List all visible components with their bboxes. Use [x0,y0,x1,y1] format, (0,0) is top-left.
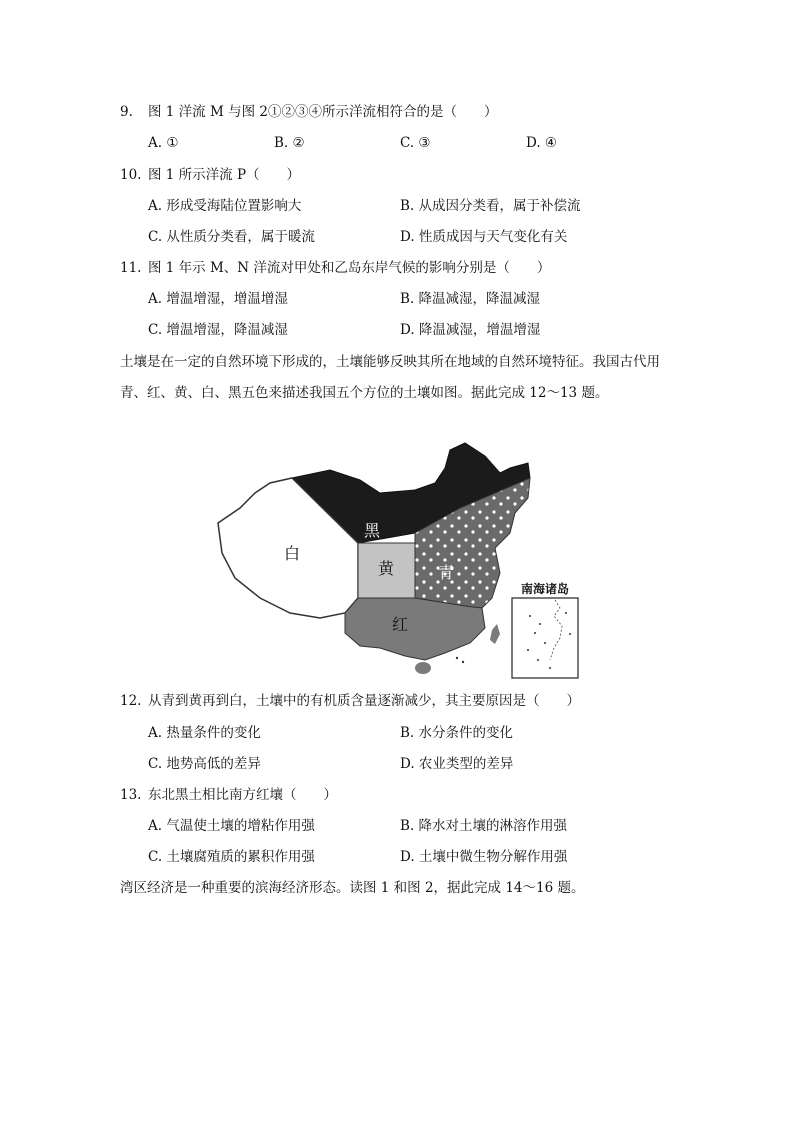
question-9-option-b: B. ② [274,135,305,151]
question-11-stem: 图 1 年示 M、N 洋流对甲处和乙岛东岸气候的影响分别是（ ） [148,260,551,276]
white-label: 白 [283,544,301,563]
question-12-option-a: A. 热量条件的变化 [148,725,261,741]
question-13-option-d: D. 土壤中微生物分解作用强 [400,849,568,865]
intro-paragraph-2: 湾区经济是一种重要的滨海经济形态。读图 1 和图 2，据此完成 14～16 题。 [120,880,585,896]
question-11-option-c: C. 增温增湿，降温减湿 [148,322,288,338]
red-label: 红 [391,615,409,634]
question-13-number: 13. [120,787,142,803]
question-10-option-c: C. 从性质分类看，属于暖流 [148,229,315,245]
qing-label: 青 [437,563,455,582]
question-10-option-b: B. 从成因分类看，属于补偿流 [400,198,581,214]
china-soil-color-map [210,438,585,683]
inset-title: 南海诸岛 [520,582,570,596]
taiwan-island [490,624,500,644]
red-soil-region [345,598,485,660]
question-9-option-a: A. ① [148,135,179,151]
question-10-number: 10. [120,167,142,183]
question-13-stem: 东北黑土相比南方红壤（ ） [148,787,337,803]
question-9-option-c: C. ③ [400,135,431,151]
question-9-number: 9. [120,104,133,120]
question-10-option-d: D. 性质成因与天气变化有关 [400,229,568,245]
question-13-option-b: B. 降水对土壤的淋溶作用强 [400,818,568,834]
question-10-option-a: A. 形成受海陆位置影响大 [148,198,302,214]
question-12-option-b: B. 水分条件的变化 [400,725,514,741]
question-12-stem: 从青到黄再到白，土壤中的有机质含量逐渐减少，其主要原因是（ ） [148,693,580,709]
intro-paragraph-line-1: 土壤是在一定的自然环境下形成的，土壤能够反映其所在地域的自然环境特征。我国古代用 [120,354,660,370]
hainan-island [415,662,431,674]
question-12-number: 12. [120,693,142,709]
question-13-option-a: A. 气温使土壤的增粘作用强 [148,818,315,834]
question-9-option-d: D. ④ [526,135,558,151]
yellow-label: 黄 [377,559,395,578]
question-11-option-b: B. 降温减湿，降温减湿 [400,291,541,307]
question-13-option-c: C. 土壤腐殖质的累积作用强 [148,849,315,865]
question-12-option-d: D. 农业类型的差异 [400,756,514,772]
question-11-option-a: A. 增温增湿，增温增湿 [148,291,288,307]
question-11-number: 11. [120,260,142,276]
intro-paragraph-line-2: 青、红、黄、白、黑五色来描述我国五个方位的土壤如图。据此完成 12～13 题。 [120,385,609,401]
black-label: 黑 [363,521,381,540]
question-10-stem: 图 1 所示洋流 P（ ） [148,167,301,183]
question-11-option-d: D. 降温减湿，增温增湿 [400,322,541,338]
question-12-option-c: C. 地势高低的差异 [148,756,261,772]
south-china-sea-inset [512,581,578,678]
question-9-stem: 图 1 洋流 M 与图 2①②③④所示洋流相符合的是（ ） [148,104,498,120]
